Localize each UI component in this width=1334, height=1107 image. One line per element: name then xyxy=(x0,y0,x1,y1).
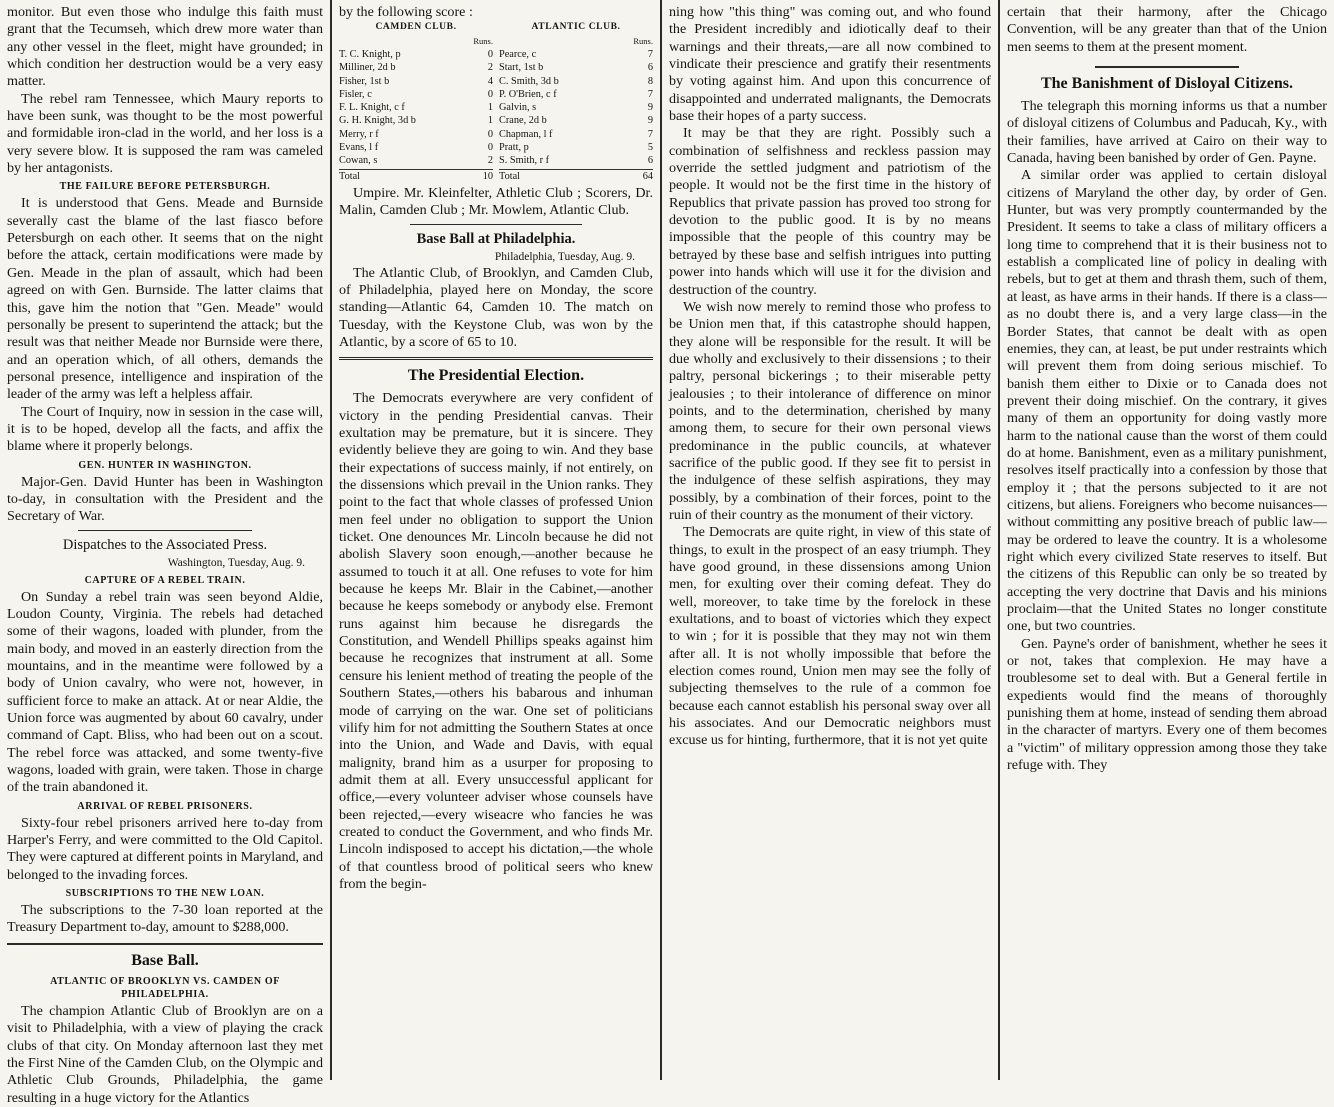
score-row xyxy=(499,75,653,88)
score-row xyxy=(339,61,493,74)
camden-score-table xyxy=(339,21,493,183)
player-runs: 0 xyxy=(487,142,493,154)
total-runs: 10 xyxy=(482,170,493,182)
article-paragraph: We wish now merely to remind those who profess to be Union men that, if this catastrophe should happen, they alone will be responsible for the result. It will be due wholly and exclusively to their dissensions ; to their paltry, personal bickerings ; to their miserable petty jealousies ; to their intolerance of difference on minor points, and to the determination, cherished by many among them, to secure for their own personal views predominance in the public councils, at whatever sacrifice of the public good. If they see fit to persist in the indulgence of these selfish aspirations, they may possibly, by a combination of their forces, point to the ruin of their country as the monument of their victory. xyxy=(669,298,991,523)
article-paragraph: The Court of Inquiry, now in session in the case will, it is to be hoped, develop all the facts, and affix the blame where it properly belongs. xyxy=(7,403,323,455)
article-paragraph: Gen. Payne's order of banishment, whether he sees it or not, takes that complexion. He may have a troublesome set to deal with. But a General fertile in expedients would find the means of thoroughly punishing them at home, instead of sending them abroad in the character of martyrs. Every one of them becomes a "victim" of military oppression among those they take refuge with. They xyxy=(1007,635,1327,774)
divider xyxy=(339,357,653,360)
runs-header: Runs. xyxy=(633,35,653,46)
player-name: Merry, r f xyxy=(339,128,379,140)
divider xyxy=(78,530,252,531)
runs-header: Runs. xyxy=(473,35,493,46)
score-row xyxy=(499,48,653,61)
article-paragraph: The champion Atlantic Club of Brooklyn are on a visit to Philadelphia, with a view of playing the crack clubs of that city. On Monday afternoon last they met the First Nine of the Camden Club, on the Olympic and Athletic Club Grounds, Philadelphia, the game resulting in a huge victory for the Atlantics xyxy=(7,1002,323,1106)
player-runs: 2 xyxy=(487,155,493,167)
section-headline: Base Ball at Philadelphia. xyxy=(416,230,576,247)
article-paragraph: monitor. But even those who indulge this faith must grant that the Tecumseh, which drew more water than any other vessel in the fleet, might have grounded; in which condition her destruction would be a very easy matter. xyxy=(7,4,323,90)
subheading: GEN. HUNTER IN WASHINGTON. xyxy=(78,459,252,471)
article-paragraph: On Sunday a rebel train was seen beyond Aldie, Loudon County, Virginia. The rebels had detached some of their wagons, loaded with plunder, from the main body, and moved in an easterly direction from the mountains, and in the meantime were followed by a body of Union cavalry, who were not, however, in sufficient force to make an attack. At or near Aldie, the Union force was augmented by about 60 cavalry, under command of Capt. Bliss, who had been out on a scout. The rebel force was attacked, and some twenty-five wagons, loaded with grain, were taken. Those in charge of the train abandoned it. xyxy=(7,588,323,796)
article-paragraph: Umpire. Mr. Kleinfelter, Athletic Club ; Scorers, Dr. Malin, Camden Club ; Mr. Mowlem, Atlantic Club. xyxy=(339,184,653,219)
player-name: Chapman, l f xyxy=(499,128,553,140)
section-headline: The Presidential Election. xyxy=(407,367,585,385)
score-row xyxy=(499,88,653,101)
player-runs: 2 xyxy=(487,62,493,74)
player-runs: 1 xyxy=(487,102,493,114)
player-runs: 5 xyxy=(647,142,653,154)
player-runs: 9 xyxy=(647,115,653,127)
subheading: ATLANTIC OF BROOKLYN VS. CAMDEN OF PHILADELPHIA. xyxy=(50,975,280,1000)
player-name: Galvin, s xyxy=(499,102,537,114)
divider xyxy=(410,224,583,225)
player-runs: 9 xyxy=(647,102,653,114)
player-name: Crane, 2d b xyxy=(499,115,547,127)
article-paragraph: It may be that they are right. Possibly such a combination of selfishness and reckless passion may override the settled judgment and patriotism of the people. It would not be the first time in the history of Republics that private passion has proved too strong for devotion to the public good. It is by no means impossible that the people of this country may be betrayed by these base and selfish intrigues into putting power into hands which will use it for the division and destruction of the country. xyxy=(669,125,991,298)
dateline: Washington, Tuesday, Aug. 9. xyxy=(167,556,305,569)
player-name: P. O'Brien, c f xyxy=(499,88,557,100)
article-paragraph: A similar order was applied to certain disloyal citizens of Maryland the other day, by order of Gen. Hunter, but was very promptly countermanded by the President. It seems to take a class of military officers a long time to comprehend that it is their business not to establish a complicated line of policy in dealing with rebels, but to get at them and thrash them, such of them, at least, as have arms in their hands. If there is a class—as no doubt there is, and a very large class—in the Border States, that cannot be dealt with as open enemies, they can, at least, be put under restraints which will prevent them from doing serious mischief. To banish them either to Dixie or to Canada does not prevent their doing mischief. On the contrary, it gives many of them an opportunity for doing vastly more harm to the national cause than the worst of them could do at home. Banishment, even as a military punishment, resolves itself practically into a confession by those that employ it ; that the persons subjected to it are not citizens, but aliens. Foreigners who become nuisances—without committing any positive breach of public law—may be ordered to leave the country. It is a wholesome right which every civilized State reserves to itself. But the citizens of this Republic can only be so treated by accepting the very doctrine that Davis and his minions proclaim—that the United States no longer constitute one, but two countries. xyxy=(1007,167,1327,635)
player-name: Start, 1st b xyxy=(499,62,544,74)
article-paragraph: certain that their harmony, after the Chicago Convention, will be any greater than that of the Union men seems to them at the present moment. xyxy=(1007,4,1327,55)
player-runs: 4 xyxy=(487,75,493,87)
column-3 xyxy=(662,0,998,1080)
player-name: Milliner, 2d b xyxy=(339,62,396,74)
article-paragraph: Sixty-four rebel prisoners arrived here to-day from Harper's Ferry, and were committed to the Old Capitol. They were captured at different points in Maryland, and belonged to the invading forces. xyxy=(7,814,323,883)
subheading: SUBSCRIPTIONS TO THE NEW LOAN. xyxy=(65,888,265,900)
article-paragraph: The Democrats everywhere are very confident of victory in the pending Presidential canvas. Their exultation may be premature, but it is sincere. They evidently believe they are going to win. And they base their expectations of success mainly, if not entirely, on the dissensions which prevail in the Union ranks. They point to the fact that whole classes of professed Union men feel under no obligation to support the Union ticket. One denounces Mr. Lincoln because he did not abolish Slavery soon enough,—another because he assumed to touch it at all. One refuses to vote for him because he keeps Mr. Blair in the Cabinet,—another because he keeps somebody or anybody else. Fremont runs against him because he disregards the Constitution, and Wendell Phillips speaks against him because he recognizes that instrument at all. Some censure his lenient method of treating the people of the Southern States,—others his babarous and inhuman mode of carrying on the war. One set of politicians vilify him for not admitting the Southern States at once into the Union, and Wade and Davis, with equal malignity, brand him as a usurper for proposing to admit them at all. Every unsuccessful applicant for office,—every volunteer adviser whose counsels have been rejected,—every wiseacre who fancies he was created to conduct the Government, and who finds Mr. Lincoln indisposed to accept his dictation,—the whole of that countless brood of political seers who knew from the begin- xyxy=(339,390,653,892)
score-row xyxy=(499,141,653,154)
player-name: S. Smith, r f xyxy=(499,155,550,167)
atlantic-score-table xyxy=(499,21,653,183)
article-paragraph: Major-Gen. David Hunter has been in Washington to-day, in consultation with the President and the Secretary of War. xyxy=(7,473,323,525)
score-row xyxy=(339,75,493,88)
player-name: Cowan, s xyxy=(339,155,378,167)
total-label: Total xyxy=(339,170,361,182)
player-name: Pratt, p xyxy=(499,142,529,154)
player-runs: 0 xyxy=(487,128,493,140)
score-row xyxy=(339,48,493,61)
section-headline: The Banishment of Disloyal Citizens. xyxy=(1040,75,1293,93)
subheading: THE FAILURE BEFORE PETERSBURGH. xyxy=(59,181,271,193)
column-2 xyxy=(332,0,660,1080)
subheading: ARRIVAL OF REBEL PRISONERS. xyxy=(77,800,253,812)
column-4 xyxy=(1000,0,1334,1080)
box-score xyxy=(339,21,653,183)
player-runs: 1 xyxy=(487,115,493,127)
divider xyxy=(7,943,323,945)
player-name: C. Smith, 3d b xyxy=(499,75,559,87)
score-row xyxy=(339,114,493,127)
divider xyxy=(1095,66,1239,68)
score-row xyxy=(499,154,653,167)
score-row xyxy=(339,141,493,154)
player-name: T. C. Knight, p xyxy=(339,48,401,60)
article-paragraph: It is understood that Gens. Meade and Burnside severally cast the blame of the last fiasco before Petersburgh on each other. It seems that on the night before the attack, certain modifications were made by Gen. Meade in the plan of assault, which had been agreed on with Gen. Burnside. The latter claims that this, gave him the notion that "Gen. Meade" would personally be present to superintend the attack; but the result was that neither Meade nor Burnside were there, and an operation which, of all others, demands the personal presence, intelligence and inspiration of the leader of the army was left a helpless affair. xyxy=(7,195,323,403)
team-name: CAMDEN CLUB. xyxy=(375,22,457,33)
player-runs: 6 xyxy=(647,155,653,167)
score-row xyxy=(499,61,653,74)
total-runs: 64 xyxy=(642,170,653,182)
score-row xyxy=(339,128,493,141)
score-row xyxy=(499,128,653,141)
total-label: Total xyxy=(499,170,521,182)
article-paragraph: by the following score : xyxy=(339,4,473,20)
player-name: Fisher, 1st b xyxy=(339,75,390,87)
score-row xyxy=(339,101,493,114)
player-runs: 7 xyxy=(647,128,653,140)
section-headline: Dispatches to the Associated Press. xyxy=(62,536,268,553)
player-runs: 0 xyxy=(487,88,493,100)
subheading: CAPTURE OF A REBEL TRAIN. xyxy=(84,574,246,586)
player-runs: 6 xyxy=(647,62,653,74)
player-name: Evans, l f xyxy=(339,142,379,154)
section-headline: Base Ball. xyxy=(131,951,199,969)
player-runs: 8 xyxy=(647,75,653,87)
score-row xyxy=(339,88,493,101)
column-1 xyxy=(0,0,330,1106)
score-row xyxy=(499,101,653,114)
total-row xyxy=(499,169,653,183)
article-paragraph: The Atlantic Club, of Brooklyn, and Camden Club, of Philadelphia, played here on Monday, the score standing—Atlantic 64, Camden 10. The match on Tuesday, with the Keystone Club, was won by the Atlantic, by a score of 65 to 10. xyxy=(339,264,653,350)
player-name: Fisler, c xyxy=(339,88,372,100)
player-name: G. H. Knight, 3d b xyxy=(339,115,416,127)
article-paragraph: The telegraph this morning informs us that a number of disloyal citizens of Columbus and Paducah, Ky., with their families, have arrived at Cairo on their way to Canada, having been banished by order of Gen. Payne. xyxy=(1007,98,1327,167)
score-row xyxy=(499,114,653,127)
article-paragraph: The Democrats are quite right, in view of this state of things, to exult in the prospect of an easy triumph. They have good ground, in these dissensions among Union men, for exulting over their coming defeat. They do well, moreover, to take time by the forelock in these exultations, and to boast of victories which they expect to win ; for it is possible that they may not win them after all. It is not wholly impossible that before the election comes round, Union men may see the folly of subjecting themselves to the rule of a common foe because each cannot establish his personal sway over all his associates. And our Democratic neighbors must excuse us for hinting, furthermore, that it is not yet quite xyxy=(669,524,991,749)
score-row xyxy=(339,154,493,167)
team-name: ATLANTIC CLUB. xyxy=(531,22,621,33)
player-runs: 7 xyxy=(647,88,653,100)
player-name: F. L. Knight, c f xyxy=(339,102,405,114)
article-paragraph: ning how "this thing" was coming out, and who found the President incredibly and idiotically deaf to their warnings and their threats,—are all now combined to vindicate their prescience and gratify their resentments by voting against him. And upon this concurrence of disappointed and underrated malignants, the Democrats base their hopes of a party success. xyxy=(669,4,991,125)
player-name: Pearce, c xyxy=(499,48,537,60)
article-paragraph: The subscriptions to the 7-30 loan reported at the Treasury Department to-day, amount to $288,000. xyxy=(7,902,323,936)
total-row xyxy=(339,169,493,183)
dateline: Philadelphia, Tuesday, Aug. 9. xyxy=(494,250,635,263)
player-runs: 0 xyxy=(487,48,493,60)
article-paragraph: The rebel ram Tennessee, which Maury reports to have been sunk, was thought to be the most powerful and formidable iron-clad in the world, and her loss is a very severe blow. It is supposed the ram was cameled by her antagonists. xyxy=(7,90,323,177)
player-runs: 7 xyxy=(647,48,653,60)
